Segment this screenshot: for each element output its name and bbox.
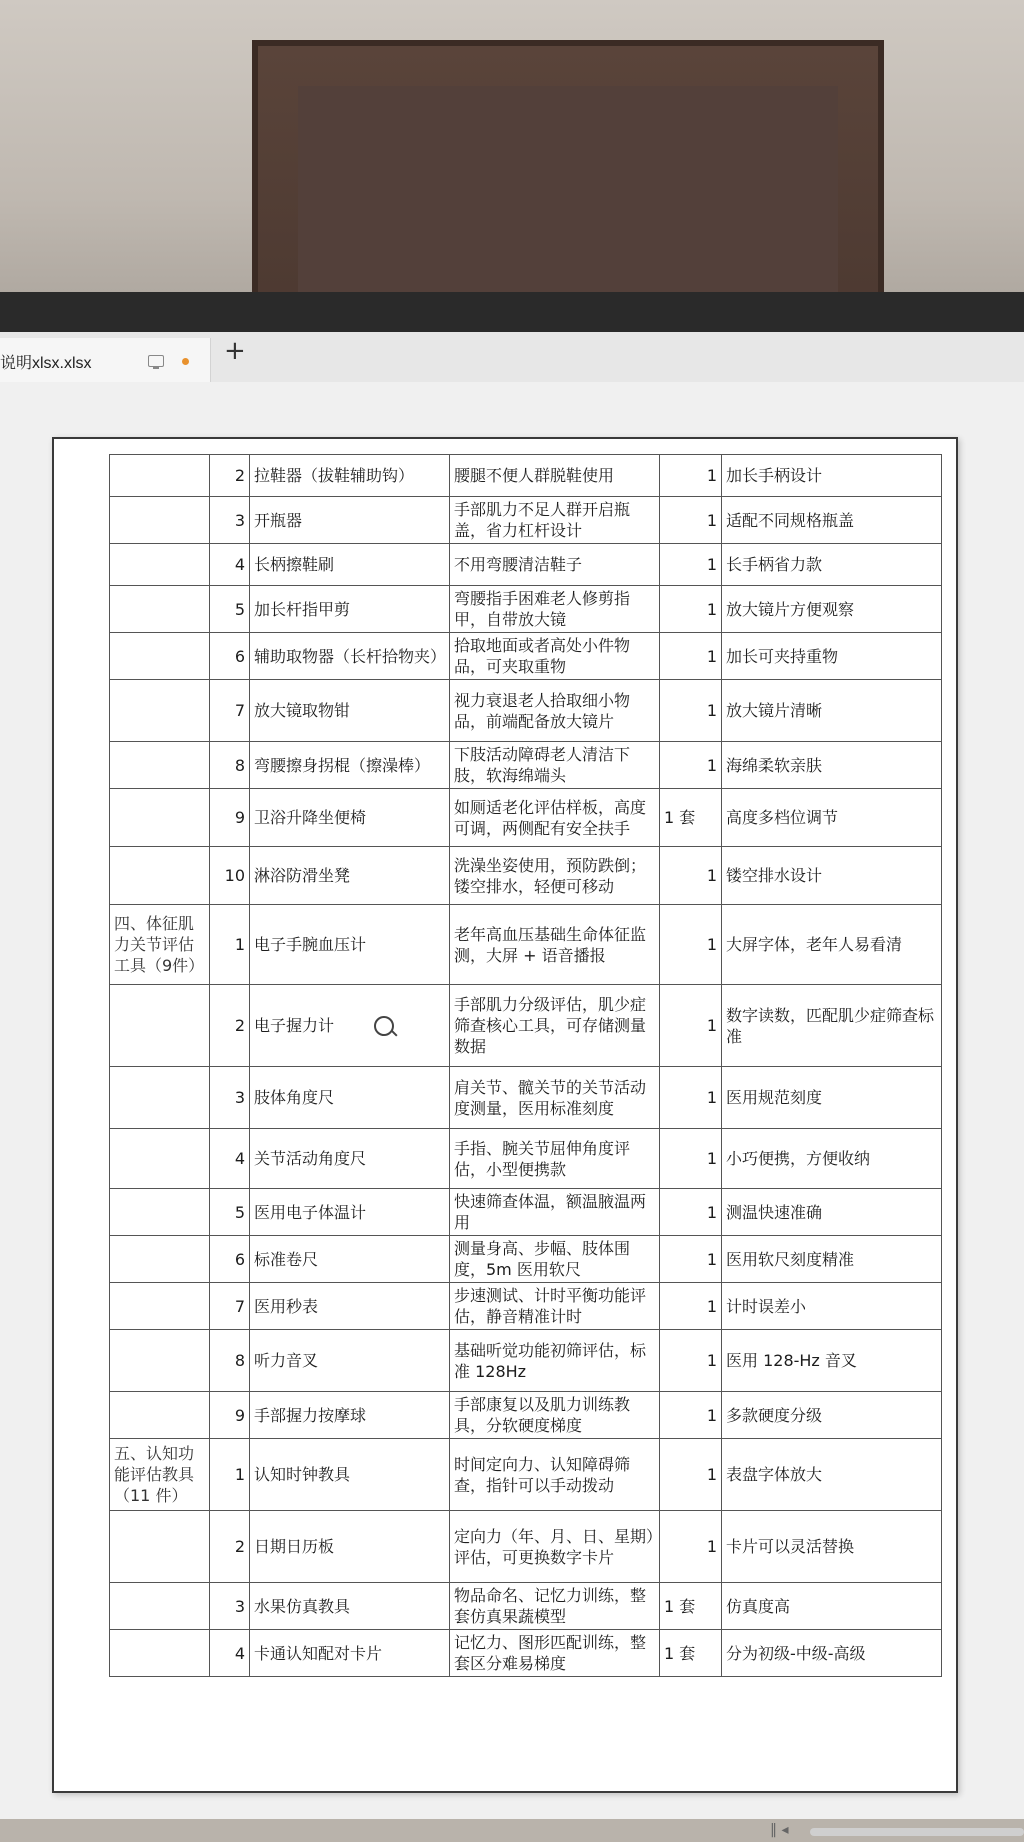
qty-text: 1 套 [664, 1643, 696, 1663]
cell-qty[interactable] [660, 1511, 722, 1583]
qty-text: 1 [706, 1202, 717, 1222]
name-text: 医用电子体温计 [254, 1202, 367, 1222]
cell-cat[interactable] [110, 1189, 210, 1236]
cell-no[interactable] [210, 680, 250, 742]
cell-desc[interactable] [450, 1129, 660, 1189]
name-text: 听力音叉 [254, 1351, 319, 1370]
cell-note[interactable] [722, 1511, 942, 1583]
no-text: 5 [234, 599, 245, 619]
cell-note[interactable] [722, 455, 942, 497]
desc-text: 测量身高、步幅、肢体围度，5m 医用软尺 [454, 1239, 631, 1279]
name-text: 电子手腕血压计 [254, 935, 367, 954]
cell-desc[interactable] [450, 1583, 660, 1630]
name-text: 拉鞋器（拔鞋辅助钩） [254, 466, 415, 485]
cell-cat[interactable] [110, 905, 210, 985]
cell-no[interactable] [210, 586, 250, 633]
cell-name[interactable] [250, 1283, 450, 1330]
qty-text: 1 [706, 1351, 717, 1370]
no-text: 4 [234, 1643, 245, 1663]
unsaved-dot-icon [182, 358, 189, 365]
cell-qty[interactable] [660, 789, 722, 847]
cell-desc[interactable] [450, 789, 660, 847]
no-text: 7 [234, 701, 245, 720]
no-text: 6 [234, 1249, 245, 1269]
name-text: 医用秒表 [254, 1296, 319, 1316]
cell-name[interactable] [250, 680, 450, 742]
cell-cat[interactable] [110, 742, 210, 789]
cell-desc[interactable] [450, 455, 660, 497]
cell-qty[interactable] [660, 1129, 722, 1189]
cell-name[interactable] [250, 497, 450, 544]
desc-text: 定向力（年、月、日、星期）评估，可更换数字卡片 [454, 1526, 655, 1567]
cell-note[interactable] [722, 1583, 942, 1630]
note-text: 放大镜片清晰 [726, 701, 823, 720]
name-text: 水果仿真教具 [254, 1596, 351, 1616]
cell-note[interactable] [722, 1283, 942, 1330]
cell-desc[interactable] [450, 586, 660, 633]
no-text: 2 [234, 1537, 245, 1556]
no-text: 8 [234, 1351, 245, 1370]
table-row [110, 1439, 942, 1511]
cell-qty[interactable] [660, 544, 722, 586]
no-text: 1 [234, 935, 245, 954]
table-row [110, 1129, 942, 1189]
cell-desc[interactable] [450, 1236, 660, 1283]
cell-name[interactable] [250, 1392, 450, 1439]
qty-text: 1 [706, 1149, 717, 1168]
cell-qty[interactable] [660, 1330, 722, 1392]
cell-note[interactable] [722, 1330, 942, 1392]
cell-cat[interactable] [110, 1439, 210, 1511]
table-row [110, 1283, 942, 1330]
desc-text: 如厕适老化评估样板，高度可调，两侧配有安全扶手 [454, 797, 647, 838]
cell-cat[interactable] [110, 455, 210, 497]
cell-qty[interactable] [660, 1189, 722, 1236]
table-row [110, 680, 942, 742]
cell-name[interactable] [250, 633, 450, 680]
no-text: 9 [234, 808, 245, 827]
cell-desc[interactable] [450, 544, 660, 586]
note-text: 卡片可以灵活替换 [726, 1537, 855, 1556]
cell-qty[interactable] [660, 586, 722, 633]
cell-no[interactable] [210, 1392, 250, 1439]
desc-text: 手部肌力不足人群开启瓶盖，省力杠杆设计 [454, 500, 631, 540]
scroll-grip-icon[interactable]: ‖ ◂ [770, 1822, 789, 1838]
cell-desc[interactable] [450, 905, 660, 985]
cell-cat[interactable] [110, 1630, 210, 1677]
no-text: 4 [234, 555, 245, 574]
cell-name[interactable] [250, 1583, 450, 1630]
cell-no[interactable] [210, 905, 250, 985]
cell-cat[interactable] [110, 789, 210, 847]
cell-name[interactable] [250, 1189, 450, 1236]
no-text: 9 [234, 1405, 245, 1425]
zoom-in-icon[interactable] [374, 1016, 394, 1036]
cell-cat[interactable] [110, 586, 210, 633]
desc-text: 拾取地面或者高处小件物品，可夹取重物 [454, 636, 631, 676]
cell-note[interactable] [722, 1630, 942, 1677]
cell-name[interactable] [250, 789, 450, 847]
horizontal-scrollbar[interactable] [770, 1822, 1024, 1842]
no-text: 7 [234, 1296, 245, 1316]
cell-desc[interactable] [450, 1392, 660, 1439]
desc-text: 弯腰指手困难老人修剪指甲，自带放大镜 [454, 589, 631, 629]
no-text: 4 [234, 1149, 245, 1168]
qty-text: 1 [706, 555, 717, 574]
desc-text: 腰腿不便人群脱鞋使用 [454, 466, 615, 485]
cell-cat[interactable] [110, 847, 210, 905]
cell-desc[interactable] [450, 1067, 660, 1129]
desc-text: 不用弯腰清洁鞋子 [454, 555, 583, 574]
desc-text: 记忆力、图形匹配训练，整套区分难易梯度 [454, 1633, 647, 1673]
cell-cat[interactable] [110, 680, 210, 742]
name-text: 卫浴升降坐便椅 [254, 808, 367, 827]
note-text: 多款硬度分级 [726, 1405, 823, 1425]
table-row [110, 1330, 942, 1392]
cell-qty[interactable] [660, 497, 722, 544]
cat-text: 四、体征肌力关节评估工具（9件） [114, 914, 205, 975]
table-row [110, 1630, 942, 1677]
name-text: 日期日历板 [254, 1537, 335, 1556]
cell-no[interactable] [210, 497, 250, 544]
cell-desc[interactable] [450, 680, 660, 742]
cell-name[interactable] [250, 905, 450, 985]
note-text: 镂空排水设计 [726, 866, 823, 885]
cell-note[interactable] [722, 1067, 942, 1129]
note-text: 长手柄省力款 [726, 555, 823, 574]
qty-text: 1 [706, 1249, 717, 1269]
note-text: 医用 128-Hz 音叉 [726, 1351, 857, 1370]
cell-qty[interactable] [660, 1392, 722, 1439]
cat-text: 五、认知功能评估教具（11 件） [114, 1444, 195, 1505]
qty-text: 1 [706, 646, 717, 666]
cell-qty[interactable] [660, 742, 722, 789]
cell-note[interactable] [722, 1439, 942, 1511]
cell-note[interactable] [722, 1236, 942, 1283]
tab-bar [0, 332, 1024, 383]
no-text: 3 [234, 1088, 245, 1107]
name-text: 卡通认知配对卡片 [254, 1643, 383, 1663]
note-text: 分为初级-中级-高级 [726, 1643, 866, 1663]
cell-name[interactable] [250, 586, 450, 633]
qty-text: 1 [706, 510, 717, 530]
name-text: 淋浴防滑坐凳 [254, 866, 351, 885]
qty-text: 1 [706, 1016, 717, 1035]
qty-text: 1 [706, 755, 717, 775]
name-text: 关节活动角度尺 [254, 1149, 367, 1168]
table-row [110, 586, 942, 633]
cell-note[interactable] [722, 789, 942, 847]
qty-text: 1 [706, 701, 717, 720]
cell-desc[interactable] [450, 1630, 660, 1677]
cell-desc[interactable] [450, 1283, 660, 1330]
cell-note[interactable] [722, 742, 942, 789]
cell-no[interactable] [210, 742, 250, 789]
cell-qty[interactable] [660, 1630, 722, 1677]
table-row [110, 544, 942, 586]
desc-text: 肩关节、髋关节的关节活动度测量，医用标准刻度 [454, 1077, 647, 1118]
table-row [110, 633, 942, 680]
cell-no[interactable] [210, 633, 250, 680]
cell-no[interactable] [210, 1129, 250, 1189]
qty-text: 1 [706, 866, 717, 885]
cell-name[interactable] [250, 985, 450, 1067]
cell-qty[interactable] [660, 1583, 722, 1630]
note-text: 医用软尺刻度精准 [726, 1249, 855, 1269]
no-text: 1 [234, 1465, 245, 1484]
note-text: 海绵柔软亲肤 [726, 755, 823, 775]
table-row [110, 497, 942, 544]
cell-desc[interactable] [450, 1330, 660, 1392]
note-text: 测温快速准确 [726, 1202, 823, 1222]
note-text: 适配不同规格瓶盖 [726, 510, 855, 530]
desc-text: 物品命名、记忆力训练，整套仿真果蔬模型 [454, 1586, 647, 1626]
no-text: 3 [234, 510, 245, 530]
tab-document[interactable] [0, 338, 211, 382]
note-text: 计时误差小 [726, 1296, 807, 1316]
desc-text: 步速测试、计时平衡功能评估，静音精准计时 [454, 1286, 647, 1326]
cell-note[interactable] [722, 633, 942, 680]
table-row [110, 985, 942, 1067]
cell-no[interactable] [210, 847, 250, 905]
name-text: 开瓶器 [254, 510, 303, 530]
screen [0, 332, 1024, 1838]
name-text: 手部握力按摩球 [254, 1405, 367, 1425]
cell-no[interactable] [210, 544, 250, 586]
document-area[interactable] [0, 382, 1024, 1838]
qty-text: 1 [706, 1465, 717, 1484]
cell-no[interactable] [210, 1067, 250, 1129]
note-text: 高度多档位调节 [726, 808, 839, 827]
cell-cat[interactable] [110, 497, 210, 544]
desc-text: 手部肌力分级评估，肌少症筛查核心工具，可存储测量数据 [454, 995, 647, 1056]
no-text: 2 [234, 466, 245, 485]
equipment-table [109, 454, 942, 1677]
name-text: 长柄擦鞋刷 [254, 555, 335, 574]
cell-no[interactable] [210, 1630, 250, 1677]
cell-no[interactable] [210, 985, 250, 1067]
cell-note[interactable] [722, 1392, 942, 1439]
name-text: 标准卷尺 [254, 1249, 319, 1269]
desc-text: 快速筛查体温，额温腋温两用 [454, 1192, 647, 1232]
desc-text: 基础听觉功能初筛评估，标准 128Hz [454, 1340, 647, 1381]
desc-text: 视力衰退老人拾取细小物品，前端配备放大镜片 [454, 690, 631, 731]
qty-text: 1 [706, 1088, 717, 1107]
cell-no[interactable] [210, 1189, 250, 1236]
cell-no[interactable] [210, 1330, 250, 1392]
cell-desc[interactable] [450, 497, 660, 544]
name-text: 电子握力计 [254, 1015, 335, 1035]
tab-title: 说明xlsx.xlsx [0, 355, 92, 372]
cell-note[interactable] [722, 586, 942, 633]
table-row [110, 742, 942, 789]
cell-qty[interactable] [660, 905, 722, 985]
no-text: 5 [234, 1202, 245, 1222]
table-row [110, 789, 942, 847]
table-row [110, 455, 942, 497]
qty-text: 1 [706, 599, 717, 619]
table-row [110, 1067, 942, 1129]
name-text: 弯腰擦身拐棍（擦澡棒） [254, 755, 431, 775]
cell-desc[interactable] [450, 1189, 660, 1236]
cell-desc[interactable] [450, 742, 660, 789]
cell-desc[interactable] [450, 1439, 660, 1511]
note-text: 仿真度高 [726, 1596, 791, 1616]
cell-no[interactable] [210, 789, 250, 847]
note-text: 表盘字体放大 [726, 1465, 823, 1484]
cell-note[interactable] [722, 1189, 942, 1236]
cell-cat[interactable] [110, 1330, 210, 1392]
cell-cat[interactable] [110, 1283, 210, 1330]
cell-note[interactable] [722, 847, 942, 905]
cell-name[interactable] [250, 455, 450, 497]
cell-qty[interactable] [660, 1236, 722, 1283]
cell-name[interactable] [250, 1330, 450, 1392]
table-row [110, 1189, 942, 1236]
cell-no[interactable] [210, 1511, 250, 1583]
name-text: 肢体角度尺 [254, 1088, 335, 1107]
cell-cat[interactable] [110, 985, 210, 1067]
note-text: 放大镜片方便观察 [726, 599, 855, 619]
table-row [110, 1236, 942, 1283]
qty-text: 1 [706, 1537, 717, 1556]
desc-text: 手指、腕关节屈伸角度评估，小型便携款 [454, 1138, 631, 1179]
cell-qty[interactable] [660, 1283, 722, 1330]
cell-name[interactable] [250, 742, 450, 789]
cell-no[interactable] [210, 1283, 250, 1330]
monitor-bezel [0, 292, 1024, 1838]
cell-note[interactable] [722, 905, 942, 985]
desc-text: 洗澡坐姿使用，预防跌倒；镂空排水，轻便可移动 [454, 855, 647, 896]
desc-text: 老年高血压基础生命体征监测，大屏 + 语音播报 [454, 924, 647, 965]
plus-icon[interactable]: + [224, 336, 246, 366]
cell-qty[interactable] [660, 1439, 722, 1511]
name-text: 放大镜取物钳 [254, 701, 351, 720]
note-text: 加长手柄设计 [726, 466, 823, 485]
cell-name[interactable] [250, 1511, 450, 1583]
cell-desc[interactable] [450, 847, 660, 905]
cell-desc[interactable] [450, 1511, 660, 1583]
note-text: 数字读数，匹配肌少症筛查标准 [726, 1005, 935, 1046]
qty-text: 1 [706, 1405, 717, 1425]
cell-qty[interactable] [660, 985, 722, 1067]
cell-note[interactable] [722, 680, 942, 742]
cell-cat[interactable] [110, 1583, 210, 1630]
cell-no[interactable] [210, 455, 250, 497]
cell-note[interactable] [722, 544, 942, 586]
cell-desc[interactable] [450, 985, 660, 1067]
note-text: 医用规范刻度 [726, 1088, 823, 1107]
no-text: 3 [234, 1596, 245, 1616]
table-row [110, 847, 942, 905]
cell-no[interactable] [210, 1583, 250, 1630]
cell-cat[interactable] [110, 1392, 210, 1439]
scroll-thumb[interactable] [810, 1828, 1024, 1836]
cell-qty[interactable] [660, 455, 722, 497]
cell-cat[interactable] [110, 1511, 210, 1583]
cell-no[interactable] [210, 1439, 250, 1511]
cell-name[interactable] [250, 1129, 450, 1189]
cell-qty[interactable] [660, 633, 722, 680]
no-text: 6 [234, 646, 245, 666]
qty-text: 1 [706, 1296, 717, 1316]
qty-text: 1 [706, 935, 717, 954]
cell-note[interactable] [722, 497, 942, 544]
cell-qty[interactable] [660, 1067, 722, 1129]
cell-cat[interactable] [110, 633, 210, 680]
desc-text: 时间定向力、认知障碍筛查，指针可以手动拨动 [454, 1454, 631, 1495]
cell-note[interactable] [722, 985, 942, 1067]
name-text: 认知时钟教具 [254, 1465, 351, 1484]
page [52, 437, 958, 1793]
no-text: 8 [234, 755, 245, 775]
note-text: 加长可夹持重物 [726, 646, 839, 666]
table-row [110, 905, 942, 985]
cell-cat[interactable] [110, 1067, 210, 1129]
cell-cat[interactable] [110, 1129, 210, 1189]
cell-name[interactable] [250, 1439, 450, 1511]
cell-note[interactable] [722, 1129, 942, 1189]
cell-cat[interactable] [110, 544, 210, 586]
table-row [110, 1392, 942, 1439]
table-row [110, 1511, 942, 1583]
cell-name[interactable] [250, 847, 450, 905]
cell-desc[interactable] [450, 633, 660, 680]
qty-text: 1 套 [664, 1596, 696, 1616]
cell-name[interactable] [250, 544, 450, 586]
cell-cat[interactable] [110, 1236, 210, 1283]
cell-name[interactable] [250, 1067, 450, 1129]
no-text: 10 [224, 866, 245, 885]
desc-text: 下肢活动障碍老人清洁下肢，软海绵端头 [454, 745, 631, 785]
no-text: 2 [234, 1016, 245, 1035]
qty-text: 1 [706, 466, 717, 485]
cell-name[interactable] [250, 1236, 450, 1283]
name-text: 加长杆指甲剪 [254, 599, 351, 619]
note-text: 小巧便携，方便收纳 [726, 1149, 871, 1168]
cell-name[interactable] [250, 1630, 450, 1677]
cell-no[interactable] [210, 1236, 250, 1283]
cell-qty[interactable] [660, 680, 722, 742]
note-text: 大屏字体，老年人易看清 [726, 935, 903, 954]
table-row [110, 1583, 942, 1630]
desc-text: 手部康复以及肌力训练教具，分软硬度梯度 [454, 1395, 631, 1435]
cell-qty[interactable] [660, 847, 722, 905]
name-text: 辅助取物器（长杆拾物夹） [254, 646, 447, 666]
screen-icon[interactable] [148, 355, 164, 367]
qty-text: 1 套 [664, 808, 696, 827]
